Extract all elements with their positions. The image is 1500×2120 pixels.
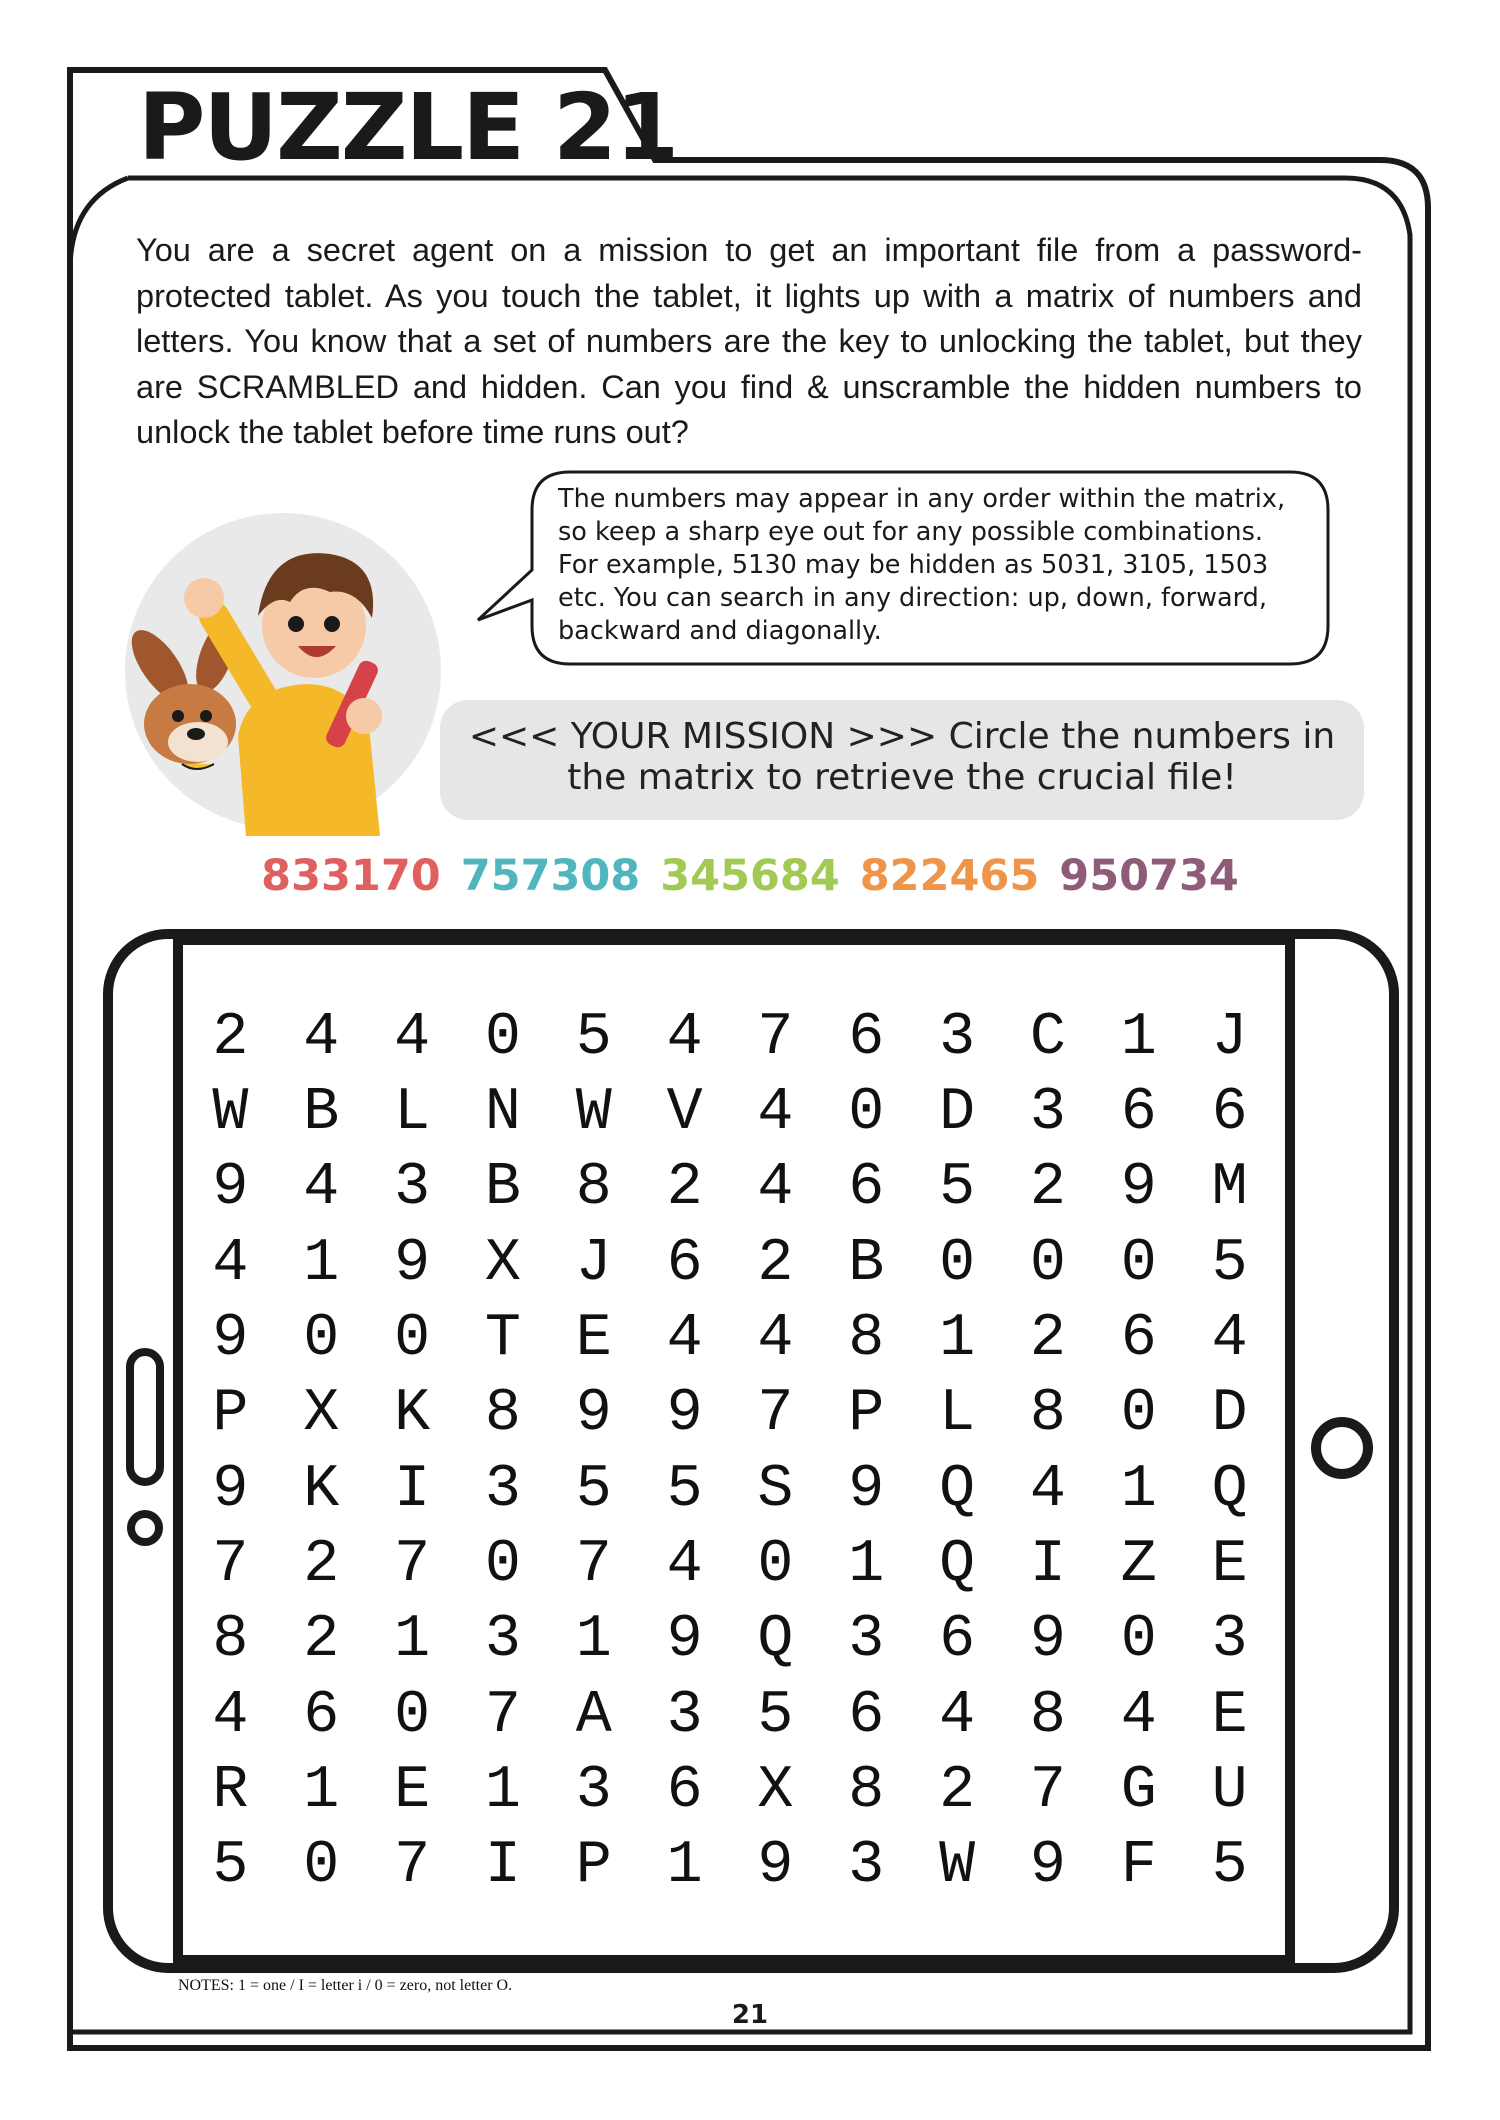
matrix-cell[interactable]: 3 xyxy=(484,1606,521,1675)
matrix-cell[interactable]: E xyxy=(394,1756,431,1825)
matrix-cell[interactable]: G xyxy=(1120,1756,1157,1825)
matrix-cell[interactable]: 1 xyxy=(303,1229,340,1298)
matrix-cell[interactable]: 4 xyxy=(666,1530,703,1599)
matrix-cell[interactable]: 4 xyxy=(1029,1455,1066,1524)
matrix-cell[interactable]: S xyxy=(757,1455,794,1524)
matrix-cell[interactable]: 6 xyxy=(303,1681,340,1750)
mission-banner xyxy=(440,700,1364,820)
matrix-cell[interactable]: 4 xyxy=(303,1003,340,1072)
matrix-cell[interactable]: 2 xyxy=(666,1154,703,1223)
matrix-cell[interactable]: 1 xyxy=(394,1606,431,1675)
matrix-cell[interactable]: 7 xyxy=(212,1530,249,1599)
matrix-cell[interactable]: 9 xyxy=(212,1455,249,1524)
matrix-cell[interactable]: 1 xyxy=(939,1304,976,1373)
page-title: PUZZLE 21 xyxy=(138,74,678,181)
agent-kid-illustration xyxy=(118,506,448,836)
matrix-cell[interactable]: 5 xyxy=(939,1154,976,1223)
matrix-cell[interactable]: R xyxy=(212,1756,249,1825)
matrix-cell[interactable]: 9 xyxy=(1029,1606,1066,1675)
matrix-cell[interactable]: 4 xyxy=(939,1681,976,1750)
target-number: 950734 xyxy=(1059,851,1239,901)
matrix-cell[interactable]: B xyxy=(484,1154,521,1223)
speech-bubble-text: The numbers may appear in any order within the matrix, so keep a sharp eye out for any possible combinations. For example, 5130 may be hidden as 5031, 3105, 1503 etc. You can search in any direction: up, down, forward, backward and diagonally. xyxy=(558,484,1286,646)
matrix-cell[interactable]: Z xyxy=(1120,1530,1157,1599)
matrix-cell[interactable]: E xyxy=(1211,1530,1248,1599)
matrix-cell[interactable]: 7 xyxy=(757,1380,794,1449)
target-number: 345684 xyxy=(660,851,840,901)
matrix-cell[interactable]: P xyxy=(212,1380,249,1449)
matrix-cell[interactable]: D xyxy=(939,1078,976,1147)
matrix-cell[interactable]: 8 xyxy=(575,1154,612,1223)
matrix-cell[interactable]: 7 xyxy=(394,1530,431,1599)
matrix-cell[interactable]: 2 xyxy=(1029,1154,1066,1223)
matrix-cell[interactable]: K xyxy=(394,1380,431,1449)
matrix-cell[interactable]: 8 xyxy=(1029,1380,1066,1449)
matrix-cell[interactable]: 6 xyxy=(666,1756,703,1825)
matrix-cell[interactable]: 2 xyxy=(303,1606,340,1675)
matrix-cell[interactable]: Q xyxy=(939,1455,976,1524)
matrix-cell[interactable]: 8 xyxy=(212,1606,249,1675)
matrix-cell[interactable]: 9 xyxy=(1029,1832,1066,1901)
matrix-cell[interactable]: 0 xyxy=(1029,1229,1066,1298)
page-number: 21 xyxy=(731,2000,769,2030)
matrix-cell[interactable]: 6 xyxy=(1120,1078,1157,1147)
matrix-cell[interactable]: 7 xyxy=(757,1003,794,1072)
matrix-cell[interactable]: 7 xyxy=(1029,1756,1066,1825)
matrix-cell[interactable]: 6 xyxy=(666,1229,703,1298)
notes-text: NOTES: 1 = one / I = letter i / 0 = zero, not letter O. xyxy=(178,1977,513,1994)
matrix-cell[interactable]: Q xyxy=(1211,1455,1248,1524)
matrix-cell[interactable]: 0 xyxy=(394,1681,431,1750)
matrix-cell[interactable]: V xyxy=(666,1078,703,1147)
matrix-cell[interactable]: 9 xyxy=(394,1229,431,1298)
matrix-cell[interactable]: 4 xyxy=(757,1304,794,1373)
matrix-cell[interactable]: L xyxy=(939,1380,976,1449)
matrix-cell[interactable]: W xyxy=(575,1078,612,1147)
matrix-cell[interactable]: L xyxy=(394,1078,431,1147)
matrix-cell[interactable]: 6 xyxy=(1120,1304,1157,1373)
matrix-cell[interactable]: 5 xyxy=(1211,1832,1248,1901)
matrix-cell[interactable]: 7 xyxy=(394,1832,431,1901)
matrix-cell[interactable]: 9 xyxy=(757,1832,794,1901)
matrix-cell[interactable]: T xyxy=(484,1304,521,1373)
matrix-cell[interactable]: N xyxy=(484,1078,521,1147)
matrix-cell[interactable]: 1 xyxy=(666,1832,703,1901)
matrix-cell[interactable]: 5 xyxy=(757,1681,794,1750)
target-number: 822465 xyxy=(859,851,1040,901)
matrix-cell[interactable]: X xyxy=(484,1229,521,1298)
matrix-cell[interactable]: 6 xyxy=(848,1154,885,1223)
matrix-cell[interactable]: 5 xyxy=(212,1832,249,1901)
matrix-cell[interactable]: 4 xyxy=(1211,1304,1248,1373)
matrix-cell[interactable]: 0 xyxy=(1120,1606,1157,1675)
matrix-cell[interactable]: 8 xyxy=(848,1756,885,1825)
matrix-cell[interactable]: 3 xyxy=(848,1832,885,1901)
matrix-cell[interactable]: 9 xyxy=(212,1154,249,1223)
matrix-cell[interactable]: 2 xyxy=(939,1756,976,1825)
matrix-cell[interactable]: 3 xyxy=(666,1681,703,1750)
matrix-cell[interactable]: J xyxy=(575,1229,612,1298)
matrix-cell[interactable]: E xyxy=(575,1304,612,1373)
matrix-cell[interactable]: Q xyxy=(757,1606,794,1675)
matrix-cell[interactable]: J xyxy=(1211,1003,1248,1072)
matrix-cell[interactable]: 4 xyxy=(303,1154,340,1223)
story-intro: You are a secret agent on a mission to get an important file from a password-protected tablet. As you touch the tablet, it lights up with a matrix of numbers and letters. You know that a set of numbers are the key to unlocking the tablet, but they are SCRAMBLED and hidden. Can you find & unscramble the hidden numbers to unlock the tablet before time runs out? xyxy=(136,232,1362,450)
matrix-cell[interactable]: 0 xyxy=(848,1078,885,1147)
matrix-cell[interactable]: M xyxy=(1211,1154,1248,1223)
matrix-cell[interactable]: 0 xyxy=(303,1832,340,1901)
matrix-cell[interactable]: I xyxy=(1029,1530,1066,1599)
matrix-cell[interactable]: 1 xyxy=(1120,1455,1157,1524)
matrix-cell[interactable]: 8 xyxy=(484,1380,521,1449)
speech-bubble xyxy=(528,472,1328,664)
matrix-cell[interactable]: 6 xyxy=(1211,1078,1248,1147)
matrix-cell[interactable]: C xyxy=(1029,1003,1066,1072)
matrix-cell[interactable]: 0 xyxy=(484,1530,521,1599)
matrix-cell[interactable]: 3 xyxy=(1029,1078,1066,1147)
matrix-cell[interactable]: 2 xyxy=(1029,1304,1066,1373)
matrix-cell[interactable]: 9 xyxy=(575,1380,612,1449)
matrix-cell[interactable]: 2 xyxy=(212,1003,249,1072)
matrix-cell[interactable]: 9 xyxy=(212,1304,249,1373)
matrix-cell[interactable]: 1 xyxy=(1120,1003,1157,1072)
matrix-cell[interactable]: 1 xyxy=(303,1756,340,1825)
matrix-cell[interactable]: B xyxy=(303,1078,340,1147)
matrix-cell[interactable]: Q xyxy=(939,1530,976,1599)
mission-line-2: the matrix to retrieve the crucial file! xyxy=(567,757,1237,798)
matrix-cell[interactable]: 0 xyxy=(394,1304,431,1373)
matrix-cell[interactable]: 2 xyxy=(757,1229,794,1298)
target-number: 757308 xyxy=(460,851,641,901)
matrix-cell[interactable]: A xyxy=(575,1681,612,1750)
matrix-cell[interactable]: 3 xyxy=(394,1154,431,1223)
matrix-cell[interactable]: P xyxy=(575,1832,612,1901)
matrix-cell[interactable]: 9 xyxy=(666,1606,703,1675)
matrix-cell[interactable]: 4 xyxy=(757,1154,794,1223)
matrix-cell[interactable]: 6 xyxy=(848,1003,885,1072)
matrix-cell[interactable]: 7 xyxy=(575,1530,612,1599)
matrix-cell[interactable]: X xyxy=(303,1380,340,1449)
matrix-cell[interactable]: F xyxy=(1120,1832,1157,1901)
matrix-cell[interactable]: 8 xyxy=(1029,1681,1066,1750)
matrix-cell[interactable]: 0 xyxy=(484,1003,521,1072)
matrix-cell[interactable]: 4 xyxy=(394,1003,431,1072)
matrix-cell[interactable]: W xyxy=(212,1078,249,1147)
matrix-cell[interactable]: 0 xyxy=(1120,1229,1157,1298)
matrix-cell[interactable]: 3 xyxy=(848,1606,885,1675)
matrix-cell[interactable]: 4 xyxy=(212,1681,249,1750)
matrix-cell[interactable]: 0 xyxy=(757,1530,794,1599)
matrix-cell[interactable]: 7 xyxy=(484,1681,521,1750)
matrix-cell[interactable]: 3 xyxy=(939,1003,976,1072)
matrix-cell[interactable]: I xyxy=(394,1455,431,1524)
matrix-cell[interactable]: D xyxy=(1211,1380,1248,1449)
matrix-cell[interactable]: 4 xyxy=(666,1304,703,1373)
matrix-cell[interactable]: 3 xyxy=(484,1455,521,1524)
matrix-cell[interactable]: W xyxy=(939,1832,976,1901)
matrix-cell[interactable]: 2 xyxy=(303,1530,340,1599)
matrix-cell[interactable]: 1 xyxy=(575,1606,612,1675)
matrix-cell[interactable]: 5 xyxy=(666,1455,703,1524)
matrix-cell[interactable]: 5 xyxy=(575,1455,612,1524)
matrix-cell[interactable]: 9 xyxy=(666,1380,703,1449)
matrix-cell[interactable]: 0 xyxy=(303,1304,340,1373)
matrix-cell[interactable]: 4 xyxy=(1120,1681,1157,1750)
letter-matrix xyxy=(185,1000,1275,1904)
matrix-cell[interactable]: 6 xyxy=(848,1681,885,1750)
target-number-list xyxy=(260,846,1240,906)
matrix-cell[interactable]: P xyxy=(848,1380,885,1449)
matrix-cell[interactable]: 0 xyxy=(1120,1380,1157,1449)
matrix-cell[interactable]: 5 xyxy=(1211,1229,1248,1298)
mission-line-1: <<< YOUR MISSION >>> Circle the numbers in xyxy=(468,716,1336,757)
matrix-cell[interactable]: 4 xyxy=(212,1229,249,1298)
matrix-cell[interactable]: 6 xyxy=(939,1606,976,1675)
matrix-cell[interactable]: K xyxy=(303,1455,340,1524)
matrix-cell[interactable]: E xyxy=(1211,1681,1248,1750)
matrix-cell[interactable]: 1 xyxy=(484,1756,521,1825)
matrix-cell[interactable]: 4 xyxy=(666,1003,703,1072)
matrix-cell[interactable]: I xyxy=(484,1832,521,1901)
matrix-cell[interactable]: 4 xyxy=(757,1078,794,1147)
matrix-cell[interactable]: 0 xyxy=(939,1229,976,1298)
matrix-cell[interactable]: 3 xyxy=(575,1756,612,1825)
matrix-cell[interactable]: U xyxy=(1211,1756,1248,1825)
matrix-cell[interactable]: 8 xyxy=(848,1304,885,1373)
target-number: 833170 xyxy=(261,851,441,901)
matrix-cell[interactable]: 9 xyxy=(1120,1154,1157,1223)
matrix-cell[interactable]: 5 xyxy=(575,1003,612,1072)
matrix-cell[interactable]: B xyxy=(848,1229,885,1298)
matrix-cell[interactable]: 9 xyxy=(848,1455,885,1524)
matrix-cell[interactable]: X xyxy=(757,1756,794,1825)
matrix-cell[interactable]: 3 xyxy=(1211,1606,1248,1675)
matrix-cell[interactable]: 1 xyxy=(848,1530,885,1599)
